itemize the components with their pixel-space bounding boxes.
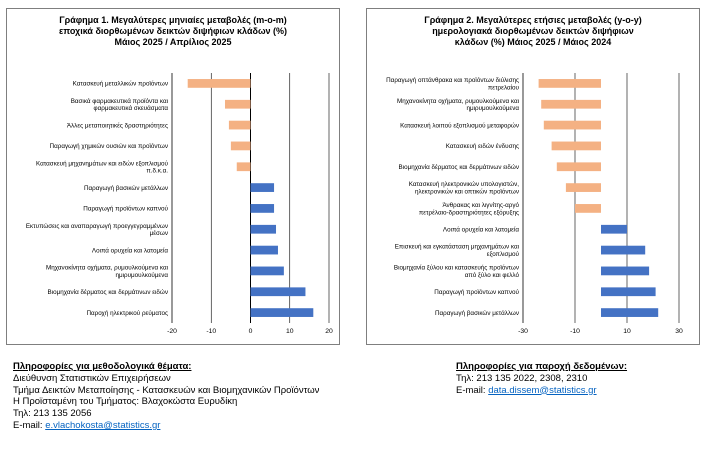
- category-label: [434, 288, 519, 296]
- category-label-line: Επισκευή και εγκατάσταση μηχανημάτων και: [394, 243, 519, 251]
- category-label: [86, 309, 168, 317]
- category-label-line: Μηχανοκίνητα οχήματα, ρυμουλκούμενα και: [397, 97, 519, 105]
- chart-title: Γράφημα 1. Μεγαλύτερες μηνιαίες μεταβολές (m-o-m) εποχικά διορθωμένων δεικτών διψήφιων κλάδων (%) Μάιος 2025 / Απρίλιος 2025: [58, 15, 288, 47]
- bar: [601, 246, 645, 255]
- category-label-line: Μηχανοκίνητα οχήματα, ρυμουλκούμενα και: [46, 264, 168, 272]
- x-tick-label: -10: [206, 328, 217, 335]
- x-tick-label: 0: [248, 328, 253, 335]
- x-tick-label: 10: [623, 328, 631, 335]
- category-label-line: ηλεκτρονικών και οπτικών προϊόντων: [415, 188, 519, 196]
- bar: [188, 79, 251, 88]
- bar: [552, 142, 601, 151]
- category-label: [446, 142, 519, 150]
- category-label-line: Κατασκευή μηχανημάτων και ειδών εξοπλισμού: [36, 160, 168, 168]
- category-label-line: από ξύλο και φελλό: [464, 271, 519, 279]
- category-label: [419, 201, 520, 216]
- info-line: Διεύθυνση Στατιστικών Επιχειρήσεων: [13, 372, 171, 384]
- chart-panel-monthly: [6, 8, 340, 345]
- info-line: Η Προϊσταμένη του Τμήματος: Βλαχοκώστα Ευρυδίκη: [13, 396, 238, 408]
- category-label: [397, 97, 520, 112]
- info-line: Τηλ: 213 135 2022, 2308, 2310: [456, 372, 588, 384]
- category-label-line: Κατασκευή λοιπού εξοπλισμού μεταφορών: [400, 122, 519, 130]
- category-label: [394, 263, 520, 278]
- category-label-line: Κατασκευή μεταλλικών προϊόντων: [72, 80, 168, 88]
- category-label-line: Εκτυπώσεις και αναπαραγωγή προεγγεγραμμένων: [25, 222, 168, 230]
- x-tick-label: -30: [518, 328, 528, 335]
- category-label-line: μέσων: [149, 230, 168, 238]
- category-label-line: Παραγωγή βασικών μετάλλων: [83, 184, 168, 192]
- category-label: [435, 309, 519, 317]
- category-label-line: Κατασκευή ειδών ένδυσης: [445, 143, 519, 151]
- category-label-line: Λοιπά ορυχεία και λατομεία: [442, 226, 519, 234]
- category-label-line: Βασικά φαρμακευτικά προϊόντα και: [70, 97, 168, 105]
- category-label: [84, 184, 168, 192]
- info-line: Τμήμα Δεικτών Μεταποίησης - Κατασκευών και Βιομηχανικών Προϊόντων: [13, 384, 320, 396]
- data-provision-info: [456, 361, 627, 396]
- x-tick-label: -20: [167, 328, 177, 335]
- chart-annual-changes: [367, 9, 699, 344]
- category-label: [71, 97, 169, 112]
- bar: [225, 100, 251, 109]
- bar: [544, 121, 601, 130]
- bar: [251, 308, 314, 317]
- category-label: [386, 76, 519, 91]
- chart-title: Γράφημα 2. Μεγαλύτερες ετήσιες μεταβολές (y-o-y) ημερολογιακά διορθωμένων δεικτών διψήφιων κλάδων (%) Μάιος 2025 / Μάιος 2024: [424, 15, 642, 47]
- category-label-line: Παραγωγή προϊόντων καπνού: [83, 205, 168, 213]
- methodology-info: [13, 361, 319, 432]
- bar: [251, 267, 284, 276]
- category-label-line: Παραγωγή οπτάνθρακα και προϊόντων διύλισης: [386, 76, 519, 84]
- bar: [251, 287, 306, 296]
- bar: [251, 246, 278, 255]
- bar: [251, 183, 275, 192]
- category-label: [36, 159, 169, 174]
- x-tick-label: -10: [570, 328, 580, 335]
- category-label-line: Παροχή ηλεκτρικού ρεύματος: [86, 309, 168, 317]
- category-label: [46, 263, 169, 278]
- info-line: Τηλ: 213 135 2056: [13, 408, 92, 420]
- email-label: E-mail:: [13, 419, 46, 431]
- x-tick-label: 30: [675, 328, 683, 335]
- bar: [231, 142, 251, 151]
- category-label: [26, 222, 168, 237]
- category-label: [92, 246, 168, 254]
- data-provision-heading: Πληροφορίες για παροχή δεδομένων:: [456, 361, 628, 372]
- category-label: [395, 243, 520, 258]
- email-line: [456, 385, 627, 397]
- category-label-line: ημιρυμουλκούμενα: [466, 105, 519, 113]
- category-label-line: πετρελαίου: [487, 84, 519, 92]
- email-link[interactable]: e.vlachokosta@statistics.gr: [45, 419, 161, 431]
- bar: [251, 225, 277, 234]
- chart-monthly-changes: [7, 9, 339, 344]
- category-label-line: Παραγωγή χημικών ουσιών και προϊόντων: [49, 143, 168, 151]
- x-tick-label: 10: [285, 328, 294, 335]
- category-label-line: εξοπλισμού: [486, 250, 519, 258]
- category-label: [67, 121, 168, 129]
- email-line: [13, 420, 319, 432]
- x-tick-label: 20: [325, 328, 333, 335]
- category-label: [409, 180, 519, 195]
- bar: [229, 121, 251, 130]
- email-link[interactable]: data.dissem@statistics.gr: [488, 384, 597, 396]
- category-label-line: Παραγωγή βασικών μετάλλων: [434, 309, 519, 317]
- bar: [601, 225, 627, 234]
- bar: [237, 162, 251, 171]
- category-label-line: ημιρυμουλκούμενα: [115, 271, 168, 279]
- chart-panel-annual: [366, 8, 700, 345]
- bar: [539, 79, 601, 88]
- category-label: [48, 288, 168, 296]
- category-label-line: Βιομηχανία δέρματος και δερμάτινων ειδών: [47, 288, 168, 296]
- category-label: [400, 121, 519, 129]
- bar: [541, 100, 601, 109]
- category-label-line: πετρέλαιο-δραστηριότητες εξόρυξης: [418, 209, 519, 217]
- bar: [251, 204, 275, 213]
- category-label: [443, 225, 519, 233]
- methodology-heading: Πληροφορίες για μεθοδολογικά θέματα:: [13, 361, 192, 372]
- category-label-line: Βιομηχανία ξύλου και κατασκευής προϊόντων: [393, 264, 519, 272]
- category-label-line: π.δ.κ.α.: [146, 167, 168, 175]
- category-label: [50, 142, 168, 150]
- bar: [601, 267, 649, 276]
- category-label-line: φαρμακευτικά σκευάσματα: [93, 105, 168, 113]
- bar: [557, 162, 601, 171]
- bar: [601, 308, 658, 317]
- bar: [601, 287, 656, 296]
- bar: [566, 183, 601, 192]
- category-label: [73, 80, 168, 88]
- category-label-line: Άλλες μεταποιητικές δραστηριότητες: [66, 122, 168, 130]
- bar: [575, 204, 601, 213]
- category-label-line: Κατασκευή ηλεκτρονικών υπολογιστών,: [408, 181, 519, 189]
- category-label-line: Άνθρακας και λιγνίτης-αργό: [442, 201, 519, 209]
- category-label-line: Παραγωγή προϊόντων καπνού: [434, 288, 519, 296]
- category-label-line: Λοιπά ορυχεία και λατομεία: [91, 247, 168, 255]
- email-label: E-mail:: [456, 384, 489, 396]
- category-label: [83, 205, 168, 213]
- category-label-line: Βιομηχανία δέρματος και δερμάτινων ειδών: [398, 163, 519, 171]
- category-label: [399, 163, 519, 171]
